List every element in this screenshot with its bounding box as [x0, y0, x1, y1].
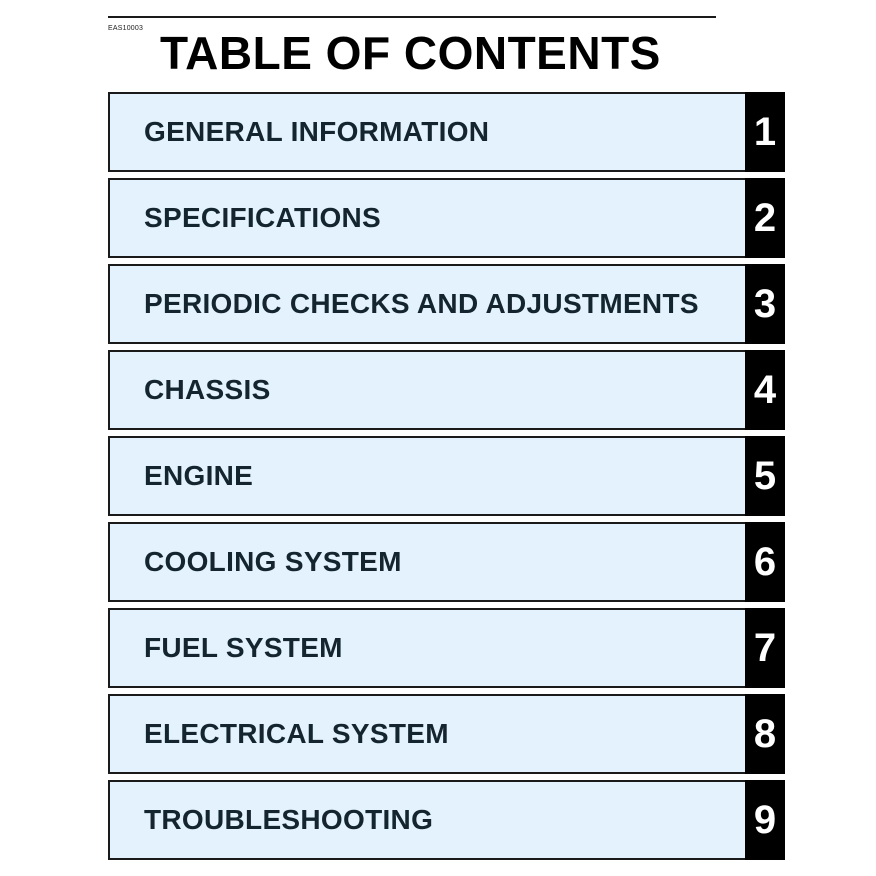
toc-item-box	[108, 608, 745, 688]
toc-item-tab	[745, 608, 785, 688]
toc-item-box	[108, 178, 745, 258]
toc-item-tab	[745, 92, 785, 172]
toc-item-label: FUEL SYSTEM	[144, 632, 343, 663]
toc-item-label: ENGINE	[144, 460, 254, 491]
toc-item-engine[interactable]	[108, 436, 785, 516]
toc-item-specifications[interactable]	[108, 178, 785, 258]
toc-item-box	[108, 350, 745, 430]
toc-item-fuel-system[interactable]	[108, 608, 785, 688]
toc-item-tab	[745, 522, 785, 602]
toc-item-tab	[745, 350, 785, 430]
page-title: TABLE OF CONTENTS	[160, 27, 661, 79]
toc-item-box	[108, 436, 745, 516]
toc-item-box	[108, 264, 745, 344]
toc-item-number: 1	[753, 109, 777, 154]
toc-item-label: COOLING SYSTEM	[144, 546, 402, 577]
toc-item-box	[108, 780, 745, 860]
toc-item-label: GENERAL INFORMATION	[144, 116, 490, 147]
toc-list	[108, 92, 785, 866]
toc-item-number: 6	[753, 539, 777, 584]
toc-item-number: 8	[753, 711, 777, 756]
toc-item-label: TROUBLESHOOTING	[144, 804, 434, 835]
toc-item-chassis[interactable]	[108, 350, 785, 430]
toc-item-number: 5	[753, 453, 777, 498]
toc-item-troubleshooting[interactable]	[108, 780, 785, 860]
toc-item-tab	[745, 694, 785, 774]
toc-item-periodic-checks[interactable]	[108, 264, 785, 344]
toc-item-number: 4	[753, 367, 777, 412]
toc-item-box	[108, 522, 745, 602]
toc-item-number: 9	[753, 797, 777, 842]
toc-item-label: PERIODIC CHECKS AND ADJUSTMENTS	[144, 288, 699, 319]
toc-item-tab	[745, 436, 785, 516]
toc-item-number: 7	[753, 625, 777, 670]
toc-item-label: SPECIFICATIONS	[144, 202, 382, 233]
top-rule	[108, 16, 716, 18]
toc-item-label: ELECTRICAL SYSTEM	[144, 718, 449, 749]
document-code: EAS10003	[108, 25, 144, 32]
toc-item-general-information[interactable]	[108, 92, 785, 172]
toc-item-box	[108, 694, 745, 774]
toc-item-tab	[745, 178, 785, 258]
toc-item-tab	[745, 780, 785, 860]
toc-item-number: 2	[753, 195, 777, 240]
toc-item-box	[108, 92, 745, 172]
toc-item-number: 3	[753, 281, 777, 326]
toc-item-electrical-system[interactable]	[108, 694, 785, 774]
toc-item-cooling-system[interactable]	[108, 522, 785, 602]
toc-item-label: CHASSIS	[144, 374, 271, 405]
toc-item-tab	[745, 264, 785, 344]
